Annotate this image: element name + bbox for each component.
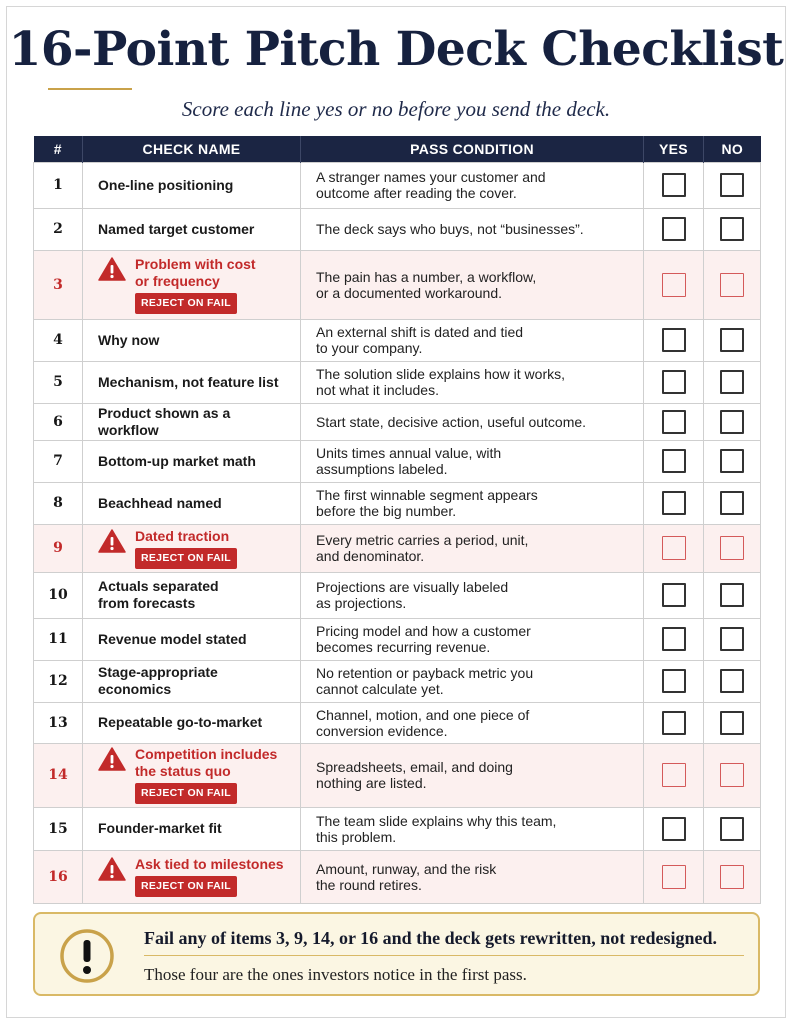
callout-main-text: Fail any of items 3, 9, 14, or 16 and the deck gets rewritten, not redesigned. — [144, 928, 717, 948]
item-number: 1 — [34, 162, 83, 208]
no-checkbox[interactable] — [720, 583, 744, 607]
table-header-row — [34, 136, 761, 162]
pass-condition-line: before the big number. — [316, 503, 457, 519]
exclamation-icon — [59, 928, 115, 984]
pass-condition-cell — [301, 524, 644, 572]
yes-cell — [644, 403, 704, 440]
check-name-cell — [83, 660, 301, 702]
yes-cell — [644, 319, 704, 361]
pass-condition-cell — [301, 361, 644, 403]
table-row — [34, 440, 761, 482]
reject-on-fail-badge: REJECT ON FAIL — [135, 548, 237, 569]
item-number: 10 — [34, 572, 83, 618]
pass-condition-cell — [301, 250, 644, 319]
yes-checkbox[interactable] — [662, 449, 686, 473]
warning-icon — [98, 857, 126, 881]
check-name-cell — [83, 524, 301, 572]
yes-cell — [644, 208, 704, 250]
pass-condition-cell — [301, 618, 644, 660]
table-row — [34, 482, 761, 524]
pass-condition-line: The deck says who buys, not “businesses”. — [316, 221, 584, 237]
pass-condition-line: assumptions labeled. — [316, 461, 448, 477]
pass-condition-line: this problem. — [316, 828, 397, 845]
title-rule — [48, 88, 132, 90]
no-cell — [704, 743, 761, 807]
table-row — [34, 743, 761, 807]
pass-condition-line: cannot calculate yet. — [316, 681, 444, 697]
table-row — [34, 660, 761, 702]
table-row — [34, 618, 761, 660]
no-checkbox[interactable] — [720, 763, 744, 787]
no-checkbox[interactable] — [720, 711, 744, 735]
table-row — [34, 403, 761, 440]
check-name-cell — [83, 572, 301, 618]
yes-checkbox[interactable] — [662, 273, 686, 297]
item-number: 8 — [34, 482, 83, 524]
pass-condition-cell — [301, 807, 644, 850]
pass-condition-line: nothing are listed. — [316, 775, 427, 791]
pass-condition-line: Channel, motion, and one piece of — [316, 706, 530, 723]
yes-checkbox[interactable] — [662, 583, 686, 607]
pass-condition-line: Amount, runway, and the risk — [316, 860, 497, 877]
pass-condition-cell — [301, 660, 644, 702]
pass-condition-cell — [301, 208, 644, 250]
warning-icon — [98, 257, 126, 281]
no-cell — [704, 208, 761, 250]
pass-condition-line: No retention or payback metric you — [316, 665, 534, 681]
item-number: 6 — [34, 403, 83, 440]
pass-condition-line: An external shift is dated and tied — [316, 324, 524, 340]
pass-condition-cell — [301, 850, 644, 903]
pass-condition-line: becomes recurring revenue. — [316, 639, 491, 655]
table-row — [34, 850, 761, 903]
item-number: 13 — [34, 702, 83, 743]
check-name-line: Problem with cost — [135, 255, 256, 272]
pass-condition-line: A stranger names your customer and — [316, 169, 546, 185]
no-checkbox[interactable] — [720, 449, 744, 473]
pass-condition-line: not what it includes. — [316, 382, 439, 398]
no-cell — [704, 361, 761, 403]
yes-cell — [644, 482, 704, 524]
no-checkbox[interactable] — [720, 273, 744, 297]
check-name-cell — [83, 807, 301, 850]
check-name-cell — [83, 743, 301, 807]
yes-cell — [644, 743, 704, 807]
pass-condition-cell — [301, 440, 644, 482]
no-cell — [704, 702, 761, 743]
check-name-cell — [83, 208, 301, 250]
check-name-cell — [83, 250, 301, 319]
no-checkbox[interactable] — [720, 410, 744, 434]
no-checkbox[interactable] — [720, 491, 744, 515]
check-name-line: Actuals separated — [98, 578, 219, 594]
check-name-line: One-line positioning — [98, 176, 234, 193]
pass-condition-line: as projections. — [316, 595, 407, 611]
warning-icon — [98, 529, 126, 553]
pass-condition-line: to your company. — [316, 340, 423, 356]
pass-condition-line: Spreadsheets, email, and doing — [316, 759, 513, 775]
no-cell — [704, 807, 761, 850]
check-name-cell — [83, 319, 301, 361]
header-no: NO — [704, 136, 761, 162]
yes-cell — [644, 850, 704, 903]
header-yes: YES — [644, 136, 704, 162]
item-number: 16 — [34, 850, 83, 903]
table-row — [34, 250, 761, 319]
check-name-cell — [83, 850, 301, 903]
yes-checkbox[interactable] — [662, 410, 686, 434]
yes-cell — [644, 440, 704, 482]
yes-cell — [644, 572, 704, 618]
no-cell — [704, 524, 761, 572]
no-checkbox[interactable] — [720, 669, 744, 693]
check-name-line: Bottom-up market math — [98, 452, 256, 469]
table-row — [34, 162, 761, 208]
no-cell — [704, 850, 761, 903]
warning-callout — [33, 912, 760, 996]
header-pass-condition: PASS CONDITION — [301, 136, 644, 162]
check-name-cell — [83, 618, 301, 660]
yes-checkbox[interactable] — [662, 711, 686, 735]
yes-checkbox[interactable] — [662, 536, 686, 560]
header-num: # — [34, 136, 83, 162]
check-name-line: Revenue model stated — [98, 630, 247, 647]
page-subtitle: Score each line yes or no before you send the deck. — [181, 97, 611, 121]
callout-sub-text: Those four are the ones investors notice in the first pass. — [144, 965, 527, 984]
pass-condition-line: conversion evidence. — [316, 722, 448, 739]
no-checkbox[interactable] — [720, 536, 744, 560]
no-cell — [704, 572, 761, 618]
yes-checkbox[interactable] — [662, 370, 686, 394]
check-name-line: Competition includes — [135, 746, 278, 762]
callout-divider — [144, 955, 744, 956]
reject-on-fail-badge: REJECT ON FAIL — [135, 783, 237, 804]
pass-condition-line: Units times annual value, with — [316, 445, 502, 461]
item-number: 9 — [34, 524, 83, 572]
no-checkbox[interactable] — [720, 217, 744, 241]
no-cell — [704, 618, 761, 660]
check-name-cell — [83, 440, 301, 482]
yes-checkbox[interactable] — [662, 817, 686, 841]
item-number: 4 — [34, 319, 83, 361]
table-row — [34, 807, 761, 850]
no-cell — [704, 319, 761, 361]
check-name-cell — [83, 482, 301, 524]
item-number: 2 — [34, 208, 83, 250]
yes-cell — [644, 524, 704, 572]
yes-cell — [644, 361, 704, 403]
pass-condition-cell — [301, 319, 644, 361]
item-number: 3 — [34, 250, 83, 319]
no-checkbox[interactable] — [720, 370, 744, 394]
pass-condition-line: The team slide explains why this team, — [316, 812, 557, 829]
check-name-cell — [83, 162, 301, 208]
reject-on-fail-badge: REJECT ON FAIL — [135, 876, 237, 897]
check-name-line: Product shown as a workflow — [98, 404, 231, 438]
no-checkbox[interactable] — [720, 328, 744, 352]
warning-icon — [98, 747, 126, 771]
item-number: 15 — [34, 807, 83, 850]
pass-condition-cell — [301, 572, 644, 618]
table-row — [34, 319, 761, 361]
yes-checkbox[interactable] — [662, 328, 686, 352]
pass-condition-cell — [301, 482, 644, 524]
no-cell — [704, 440, 761, 482]
check-name-line: Dated traction — [135, 527, 230, 544]
header-check-name: CHECK NAME — [83, 136, 301, 162]
check-name-cell — [83, 702, 301, 743]
check-name-line: the status quo — [135, 763, 231, 779]
pass-condition-cell — [301, 743, 644, 807]
check-name-line: Mechanism, not feature list — [98, 373, 279, 390]
check-name-line: Repeatable go-to-market — [98, 714, 263, 730]
yes-cell — [644, 618, 704, 660]
yes-checkbox[interactable] — [662, 627, 686, 651]
no-cell — [704, 250, 761, 319]
check-name-cell — [83, 361, 301, 403]
pass-condition-line: Start state, decisive action, useful outcome. — [316, 413, 587, 430]
table-row — [34, 702, 761, 743]
yes-checkbox[interactable] — [662, 173, 686, 197]
no-cell — [704, 403, 761, 440]
checklist-body — [34, 162, 761, 903]
pass-condition-line: The solution slide explains how it works, — [316, 366, 566, 382]
item-number: 11 — [34, 618, 83, 660]
check-name-line: Named target customer — [98, 220, 255, 237]
yes-checkbox[interactable] — [662, 763, 686, 787]
pass-condition-line: Every metric carries a period, unit, — [316, 532, 529, 548]
checklist-table — [33, 136, 761, 904]
table-row — [34, 208, 761, 250]
item-number: 7 — [34, 440, 83, 482]
item-number: 12 — [34, 660, 83, 702]
no-checkbox[interactable] — [720, 173, 744, 197]
yes-checkbox[interactable] — [662, 669, 686, 693]
table-row — [34, 524, 761, 572]
yes-cell — [644, 807, 704, 850]
check-name-line: Why now — [98, 331, 160, 348]
no-checkbox[interactable] — [720, 817, 744, 841]
yes-cell — [644, 162, 704, 208]
no-cell — [704, 162, 761, 208]
yes-cell — [644, 660, 704, 702]
check-name-line: Beachhead named — [98, 494, 222, 511]
pass-condition-line: The pain has a number, a workflow, — [316, 268, 537, 285]
pass-condition-line: Projections are visually labeled — [316, 579, 509, 595]
item-number: 14 — [34, 743, 83, 807]
item-number: 5 — [34, 361, 83, 403]
pass-condition-cell — [301, 702, 644, 743]
yes-checkbox[interactable] — [662, 491, 686, 515]
pass-condition-line: or a documented workaround. — [316, 284, 502, 301]
table-row — [34, 361, 761, 403]
pass-condition-cell — [301, 162, 644, 208]
table-row — [34, 572, 761, 618]
pass-condition-line: and denominator. — [316, 548, 425, 564]
no-checkbox[interactable] — [720, 627, 744, 651]
reject-on-fail-badge: REJECT ON FAIL — [135, 293, 237, 314]
yes-cell — [644, 702, 704, 743]
check-name-line: Ask tied to milestones — [135, 856, 284, 872]
pass-condition-cell — [301, 403, 644, 440]
pass-condition-line: Pricing model and how a customer — [316, 623, 531, 639]
check-name-line: from forecasts — [98, 595, 196, 611]
no-cell — [704, 660, 761, 702]
yes-cell — [644, 250, 704, 319]
yes-checkbox[interactable] — [662, 865, 686, 889]
check-name-line: Founder-market fit — [98, 820, 222, 836]
yes-checkbox[interactable] — [662, 217, 686, 241]
pass-condition-line: the round retires. — [316, 876, 422, 893]
no-checkbox[interactable] — [720, 865, 744, 889]
no-cell — [704, 482, 761, 524]
pass-condition-line: outcome after reading the cover. — [316, 185, 517, 201]
check-name-line: or frequency — [135, 272, 220, 289]
page-title: 16-Point Pitch Deck Checklist — [8, 22, 784, 77]
pass-condition-line: The first winnable segment appears — [316, 487, 538, 503]
check-name-line: Stage-appropriate economics — [98, 664, 218, 697]
check-name-cell — [83, 403, 301, 440]
